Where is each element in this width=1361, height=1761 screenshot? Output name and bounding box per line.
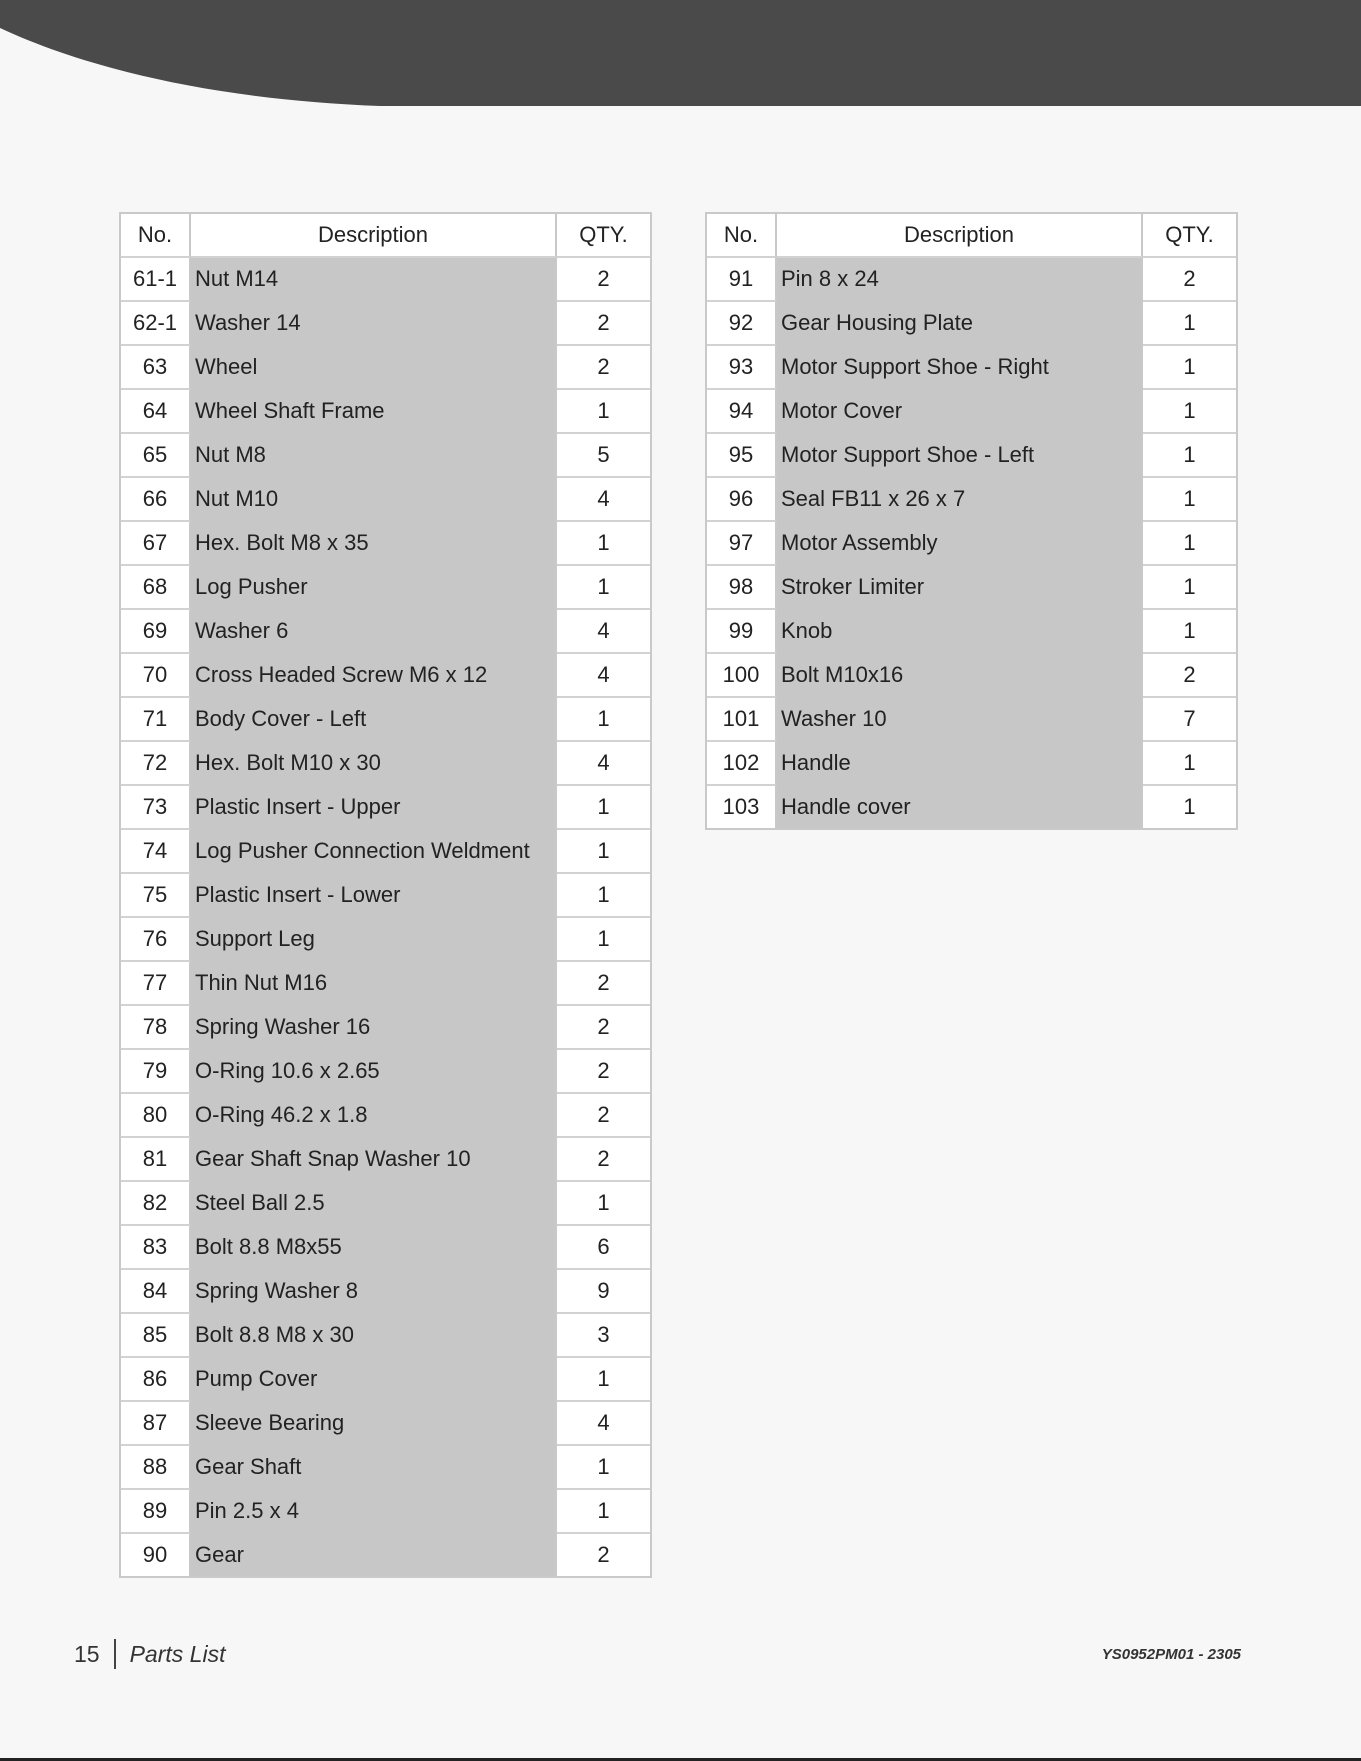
part-description: Nut M8 (191, 434, 557, 478)
part-quantity: 2 (557, 1006, 650, 1050)
table-row (121, 1314, 650, 1358)
table-row (121, 962, 650, 1006)
part-number: 82 (121, 1182, 191, 1226)
table-row (121, 1006, 650, 1050)
table-row (707, 258, 1236, 302)
part-number: 73 (121, 786, 191, 830)
part-description: Pump Cover (191, 1358, 557, 1402)
part-quantity: 9 (557, 1270, 650, 1314)
table-row (121, 302, 650, 346)
part-quantity: 2 (557, 1050, 650, 1094)
part-description: Seal FB11 x 26 x 7 (777, 478, 1143, 522)
part-quantity: 6 (557, 1226, 650, 1270)
part-description: Gear Shaft (191, 1446, 557, 1490)
table-row (121, 830, 650, 874)
part-number: 96 (707, 478, 777, 522)
section-title: Parts List (129, 1640, 226, 1667)
part-quantity: 1 (1143, 302, 1236, 346)
part-number: 64 (121, 390, 191, 434)
part-description: Body Cover - Left (191, 698, 557, 742)
part-quantity: 2 (557, 258, 650, 302)
part-description: Washer 14 (191, 302, 557, 346)
table-row (121, 478, 650, 522)
part-quantity: 1 (557, 1182, 650, 1226)
part-quantity: 1 (557, 1446, 650, 1490)
table-row (121, 1138, 650, 1182)
part-number: 91 (707, 258, 777, 302)
table-row (121, 698, 650, 742)
part-number: 61-1 (121, 258, 191, 302)
part-number: 63 (121, 346, 191, 390)
part-description: Stroker Limiter (777, 566, 1143, 610)
part-number: 92 (707, 302, 777, 346)
part-number: 101 (707, 698, 777, 742)
part-description: Gear Shaft Snap Washer 10 (191, 1138, 557, 1182)
part-quantity: 2 (1143, 258, 1236, 302)
part-quantity: 1 (557, 786, 650, 830)
part-description: Motor Cover (777, 390, 1143, 434)
page-number: 15 (74, 1640, 100, 1667)
part-number: 87 (121, 1402, 191, 1446)
table-row (121, 742, 650, 786)
table-row (121, 566, 650, 610)
part-quantity: 7 (1143, 698, 1236, 742)
page-footer (74, 1636, 225, 1672)
table-row (121, 1094, 650, 1138)
header-qty: QTY. (557, 214, 650, 258)
table-row (121, 1534, 650, 1576)
table-row (121, 1050, 650, 1094)
table-row (707, 390, 1236, 434)
part-quantity: 1 (1143, 346, 1236, 390)
part-quantity: 3 (557, 1314, 650, 1358)
part-number: 70 (121, 654, 191, 698)
part-quantity: 4 (557, 478, 650, 522)
part-description: Washer 10 (777, 698, 1143, 742)
part-description: Hex. Bolt M8 x 35 (191, 522, 557, 566)
table-row (707, 786, 1236, 828)
part-description: Log Pusher Connection Weldment (191, 830, 557, 874)
part-number: 95 (707, 434, 777, 478)
part-description: Hex. Bolt M10 x 30 (191, 742, 557, 786)
part-quantity: 1 (1143, 434, 1236, 478)
part-quantity: 1 (1143, 390, 1236, 434)
part-number: 74 (121, 830, 191, 874)
part-quantity: 1 (557, 918, 650, 962)
table-row (707, 654, 1236, 698)
table-row (121, 918, 650, 962)
part-description: Gear Housing Plate (777, 302, 1143, 346)
part-quantity: 2 (1143, 654, 1236, 698)
parts-table-right-body (707, 258, 1236, 828)
table-row (121, 1270, 650, 1314)
part-description: Sleeve Bearing (191, 1402, 557, 1446)
part-quantity: 1 (557, 566, 650, 610)
header-description: Description (191, 214, 557, 258)
part-quantity: 1 (557, 1358, 650, 1402)
part-number: 93 (707, 346, 777, 390)
part-number: 72 (121, 742, 191, 786)
part-number: 100 (707, 654, 777, 698)
parts-table-left-body (121, 258, 650, 1576)
part-number: 103 (707, 786, 777, 828)
table-row (121, 1490, 650, 1534)
part-description: Pin 2.5 x 4 (191, 1490, 557, 1534)
part-number: 97 (707, 522, 777, 566)
parts-table-right (705, 212, 1238, 830)
part-description: Motor Support Shoe - Left (777, 434, 1143, 478)
part-quantity: 4 (557, 610, 650, 654)
part-description: Motor Assembly (777, 522, 1143, 566)
part-number: 89 (121, 1490, 191, 1534)
part-quantity: 1 (557, 390, 650, 434)
part-number: 76 (121, 918, 191, 962)
part-description: Log Pusher (191, 566, 557, 610)
table-row (121, 786, 650, 830)
part-number: 71 (121, 698, 191, 742)
part-description: Motor Support Shoe - Right (777, 346, 1143, 390)
part-number: 86 (121, 1358, 191, 1402)
part-number: 99 (707, 610, 777, 654)
part-number: 88 (121, 1446, 191, 1490)
table-row (707, 346, 1236, 390)
part-quantity: 2 (557, 962, 650, 1006)
document-code: YS0952PM01 - 2305 (1101, 1646, 1241, 1663)
part-number: 84 (121, 1270, 191, 1314)
table-row (121, 346, 650, 390)
header-band (0, 0, 1361, 108)
part-description: Wheel Shaft Frame (191, 390, 557, 434)
part-description: O-Ring 10.6 x 2.65 (191, 1050, 557, 1094)
part-number: 66 (121, 478, 191, 522)
part-description: Nut M10 (191, 478, 557, 522)
part-quantity: 1 (557, 1490, 650, 1534)
part-description: Cross Headed Screw M6 x 12 (191, 654, 557, 698)
part-number: 80 (121, 1094, 191, 1138)
table-row (707, 522, 1236, 566)
part-description: O-Ring 46.2 x 1.8 (191, 1094, 557, 1138)
part-quantity: 1 (1143, 522, 1236, 566)
table-row (121, 1446, 650, 1490)
header-qty: QTY. (1143, 214, 1236, 258)
part-number: 79 (121, 1050, 191, 1094)
part-description: Washer 6 (191, 610, 557, 654)
table-row (707, 742, 1236, 786)
part-quantity: 4 (557, 654, 650, 698)
table-row (707, 302, 1236, 346)
part-description: Plastic Insert - Lower (191, 874, 557, 918)
part-quantity: 2 (557, 1094, 650, 1138)
table-row (707, 566, 1236, 610)
part-number: 68 (121, 566, 191, 610)
part-number: 78 (121, 1006, 191, 1050)
table-row (121, 258, 650, 302)
part-description: Handle cover (777, 786, 1143, 828)
part-description: Bolt M10x16 (777, 654, 1143, 698)
part-number: 94 (707, 390, 777, 434)
part-description: Spring Washer 8 (191, 1270, 557, 1314)
part-quantity: 1 (1143, 786, 1236, 828)
header-no: No. (121, 214, 191, 258)
part-quantity: 2 (557, 1138, 650, 1182)
part-description: Steel Ball 2.5 (191, 1182, 557, 1226)
part-number: 77 (121, 962, 191, 1006)
footer-divider (114, 1639, 116, 1669)
part-quantity: 2 (557, 346, 650, 390)
part-number: 85 (121, 1314, 191, 1358)
table-row (121, 522, 650, 566)
part-quantity: 2 (557, 1534, 650, 1576)
parts-table-left (119, 212, 652, 1578)
part-description: Support Leg (191, 918, 557, 962)
part-number: 102 (707, 742, 777, 786)
table-row (121, 1402, 650, 1446)
table-row (121, 874, 650, 918)
table-header-row (121, 214, 650, 258)
part-quantity: 1 (1143, 610, 1236, 654)
part-number: 75 (121, 874, 191, 918)
table-row (121, 1358, 650, 1402)
part-quantity: 1 (557, 874, 650, 918)
part-number: 65 (121, 434, 191, 478)
part-description: Spring Washer 16 (191, 1006, 557, 1050)
part-description: Bolt 8.8 M8x55 (191, 1226, 557, 1270)
table-row (121, 434, 650, 478)
table-row (707, 434, 1236, 478)
table-row (121, 1226, 650, 1270)
table-row (121, 390, 650, 434)
part-number: 98 (707, 566, 777, 610)
part-quantity: 1 (1143, 478, 1236, 522)
part-quantity: 2 (557, 302, 650, 346)
table-row (121, 1182, 650, 1226)
part-quantity: 4 (557, 1402, 650, 1446)
part-description: Nut M14 (191, 258, 557, 302)
part-number: 69 (121, 610, 191, 654)
part-number: 62-1 (121, 302, 191, 346)
table-row (121, 654, 650, 698)
header-no: No. (707, 214, 777, 258)
part-quantity: 1 (1143, 742, 1236, 786)
part-number: 81 (121, 1138, 191, 1182)
part-description: Knob (777, 610, 1143, 654)
part-quantity: 5 (557, 434, 650, 478)
part-quantity: 4 (557, 742, 650, 786)
header-description: Description (777, 214, 1143, 258)
part-number: 83 (121, 1226, 191, 1270)
part-description: Plastic Insert - Upper (191, 786, 557, 830)
part-description: Thin Nut M16 (191, 962, 557, 1006)
table-row (707, 610, 1236, 654)
table-row (707, 698, 1236, 742)
table-row (121, 610, 650, 654)
part-description: Bolt 8.8 M8 x 30 (191, 1314, 557, 1358)
part-number: 90 (121, 1534, 191, 1576)
part-number: 67 (121, 522, 191, 566)
part-quantity: 1 (557, 698, 650, 742)
table-row (707, 478, 1236, 522)
part-description: Wheel (191, 346, 557, 390)
part-description: Handle (777, 742, 1143, 786)
part-quantity: 1 (557, 522, 650, 566)
part-description: Gear (191, 1534, 557, 1576)
part-description: Pin 8 x 24 (777, 258, 1143, 302)
part-quantity: 1 (1143, 566, 1236, 610)
part-quantity: 1 (557, 830, 650, 874)
table-header-row (707, 214, 1236, 258)
